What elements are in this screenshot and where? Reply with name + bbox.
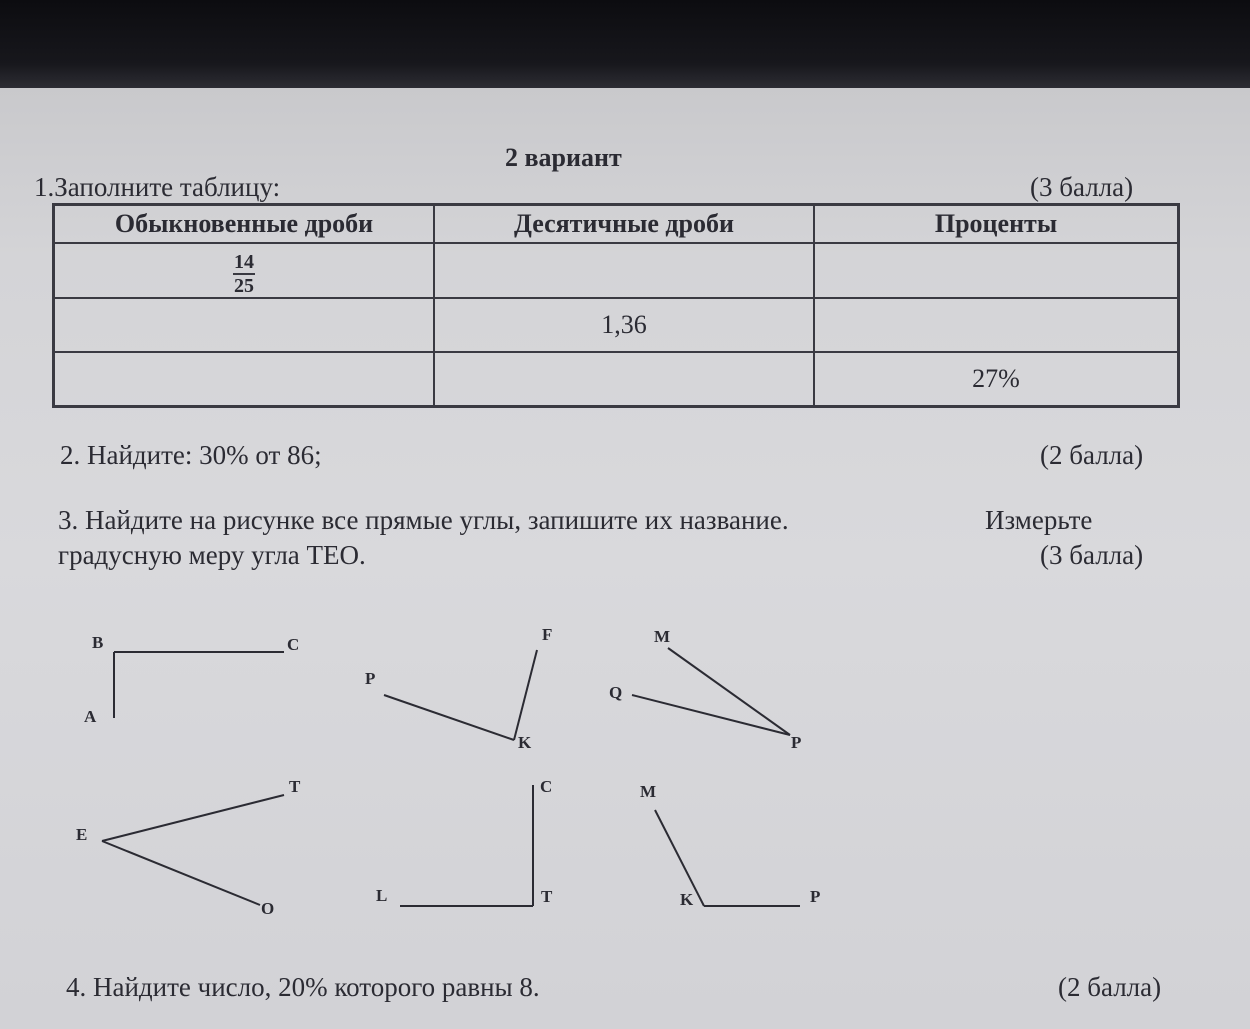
fraction-numerator: 14 [234, 251, 254, 273]
table-cell-percent: 27% [814, 352, 1179, 407]
label-p1: P [365, 669, 376, 688]
label-l: L [376, 886, 388, 905]
label-a: A [84, 707, 97, 726]
label-o: O [261, 899, 275, 918]
label-f: F [542, 625, 553, 644]
label-b: B [92, 633, 104, 652]
label-k1: K [518, 733, 532, 752]
label-q: Q [609, 683, 623, 702]
task4-text: 4. Найдите число, 20% которого равны 8. [66, 972, 540, 1002]
task3-line1-right: Измерьте [985, 505, 1093, 535]
label-c: C [287, 635, 300, 654]
task4-points: (2 балла) [1058, 972, 1162, 1002]
label-e: E [76, 825, 88, 844]
col-header-decimals: Десятичные дроби [434, 205, 814, 244]
variant-title: 2 вариант [505, 143, 622, 172]
segment-eo [102, 841, 260, 905]
task1-points: (3 балла) [1030, 172, 1134, 202]
label-k2: K [680, 890, 694, 909]
table-cell-decimal: 1,36 [434, 298, 814, 352]
label-t2: T [541, 887, 553, 906]
label-c2: C [540, 777, 553, 796]
col-header-common-fractions: Обыкновенные дроби [54, 205, 435, 244]
label-m2: M [640, 782, 657, 801]
task3-points: (3 балла) [1040, 540, 1144, 570]
task3-line1: 3. Найдите на рисунке все прямые углы, запишите их название. [58, 505, 789, 535]
task2-points: (2 балла) [1040, 440, 1144, 470]
task1-text: 1.Заполните таблицу: [34, 172, 281, 202]
label-t1: T [289, 777, 301, 796]
segment-pk [384, 695, 514, 740]
col-header-percents: Проценты [814, 205, 1179, 244]
segment-kf [514, 650, 537, 740]
fraction-denominator: 25 [234, 275, 254, 297]
label-p3: P [810, 887, 821, 906]
label-p2: P [791, 733, 802, 752]
label-m1: M [654, 627, 671, 646]
segment-et [102, 795, 284, 841]
task3-line2: градусную меру угла ТЕО. [58, 540, 366, 570]
task2-text: 2. Найдите: 30% от 86; [60, 440, 322, 470]
segment-mp [668, 648, 790, 735]
segment-qp [632, 695, 790, 735]
